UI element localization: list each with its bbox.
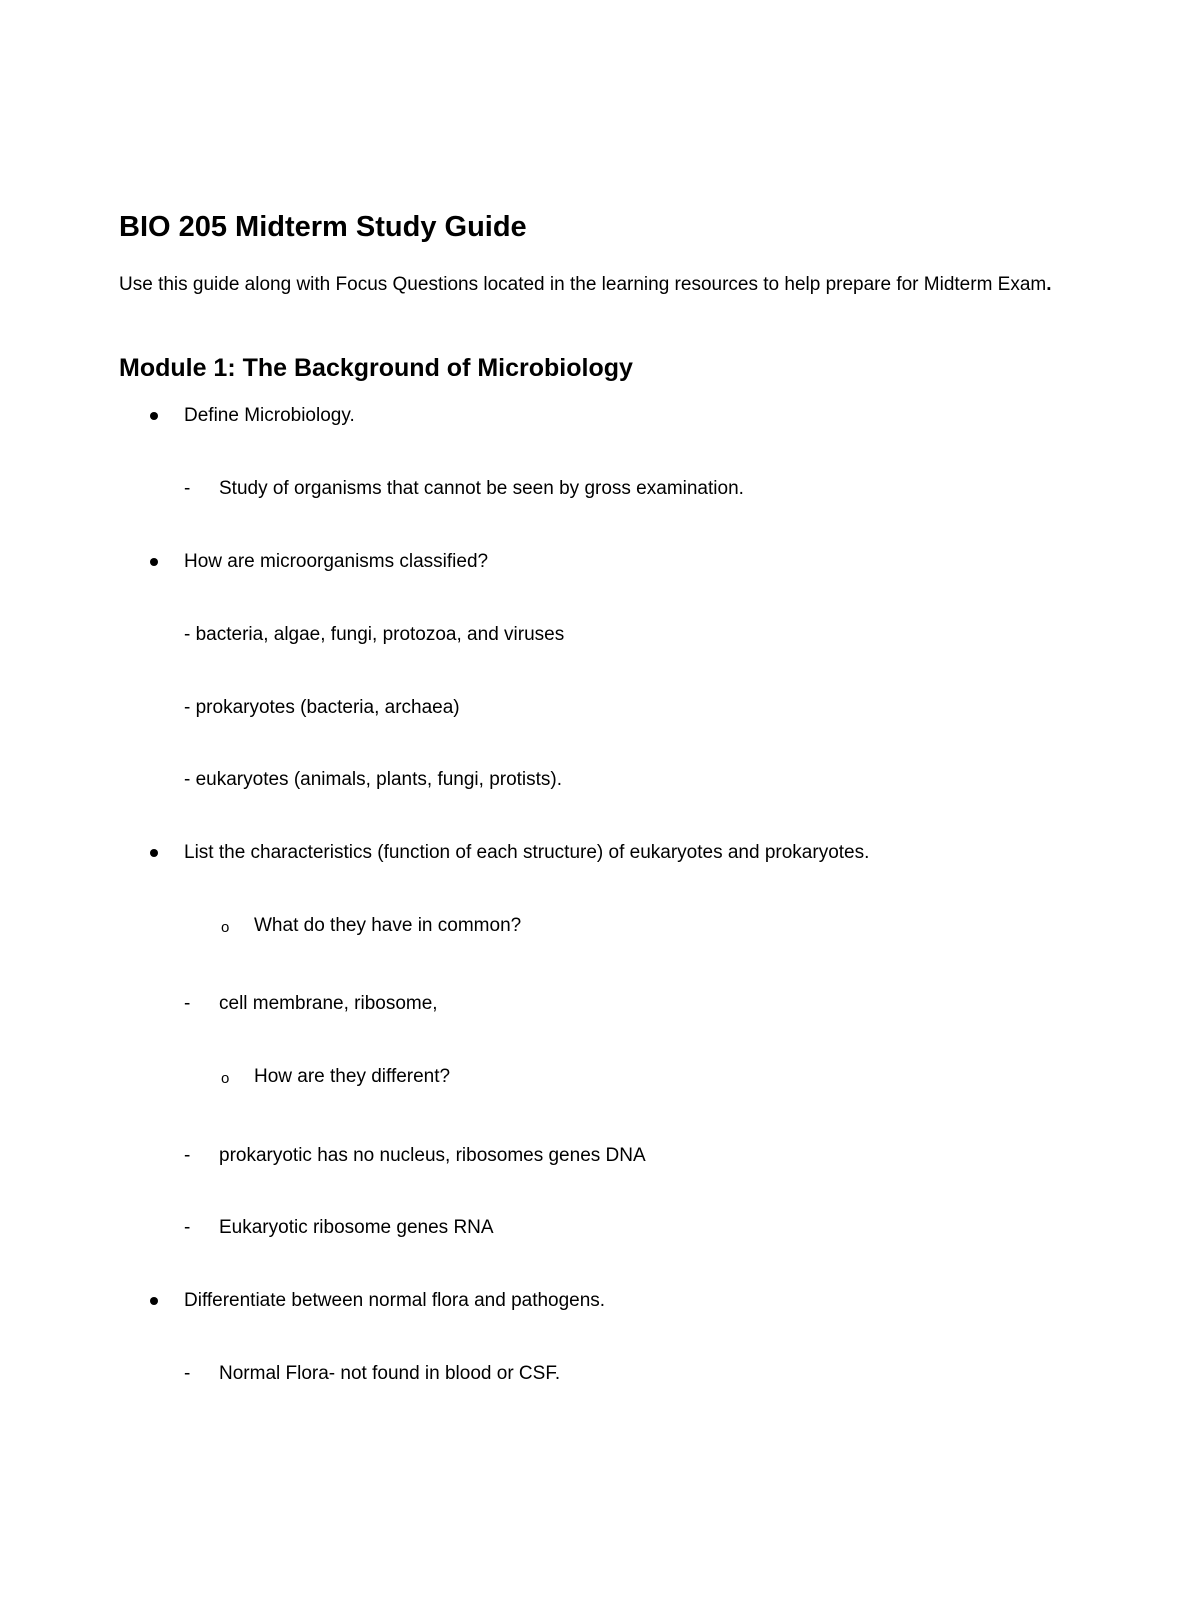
answer-normal-flora: Normal Flora- not found in blood or CSF. (219, 1363, 561, 1384)
bullet-marker (150, 849, 158, 857)
question-microorganism-classification: How are microorganisms classified? (184, 551, 489, 572)
dash-marker: - (184, 1217, 191, 1238)
answer-classification-groups: - bacteria, algae, fungi, protozoa, and viruses (184, 624, 565, 645)
dash-marker: - (184, 993, 191, 1014)
circle-marker: o (221, 1070, 230, 1087)
subquestion-in-common: What do they have in common? (254, 915, 522, 936)
module-heading: Module 1: The Background of Microbiology (119, 354, 633, 382)
answer-eukaryotic-difference: Eukaryotic ribosome genes RNA (219, 1217, 494, 1238)
intro-paragraph (119, 272, 1092, 298)
answer-eukaryotes: - eukaryotes (animals, plants, fungi, protists). (184, 769, 563, 790)
circle-marker: o (221, 919, 230, 936)
question-flora-vs-pathogens: Differentiate between normal flora and pathogens. (184, 1290, 606, 1311)
intro-text: Use this guide along with Focus Questions located in the learning resources to help prepare for Midterm Exam (119, 274, 1047, 295)
dash-marker: - (184, 1363, 191, 1384)
answer-common-structures: cell membrane, ribosome, (219, 993, 438, 1014)
answer-prokaryotic-difference: prokaryotic has no nucleus, ribosomes genes DNA (219, 1145, 646, 1166)
subquestion-how-different: How are they different? (254, 1066, 451, 1087)
question-define-microbiology: Define Microbiology. (184, 405, 355, 426)
dash-marker: - (184, 1145, 191, 1166)
question-cell-characteristics: List the characteristics (function of each structure) of eukaryotes and prokaryotes. (184, 842, 870, 863)
answer-prokaryotes: - prokaryotes (bacteria, archaea) (184, 697, 460, 718)
dash-marker: - (184, 478, 191, 499)
bullet-marker (150, 412, 158, 420)
document-title: BIO 205 Midterm Study Guide (119, 211, 527, 243)
bullet-marker (150, 1297, 158, 1305)
bullet-marker (150, 558, 158, 566)
intro-period: . (1046, 274, 1052, 295)
answer-microbiology-definition: Study of organisms that cannot be seen by gross examination. (219, 478, 744, 499)
